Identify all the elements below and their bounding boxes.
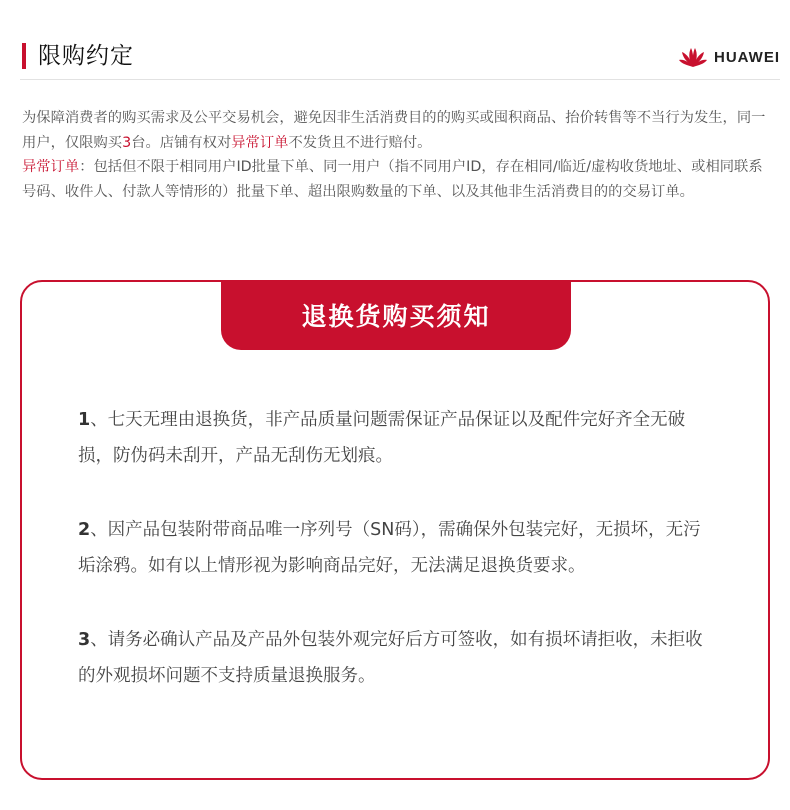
- policy-text: 为保障消费者的购买需求及公平交易机会，避免因非生活消费目的的购买或囤积商品、抬价转售等不当行为发生，同一用户，仅限购买: [22, 110, 766, 151]
- notice-item: [78, 402, 718, 474]
- policy-paragraph: [22, 106, 770, 155]
- brand-name: HUAWEI: [714, 48, 780, 66]
- item-number: 3: [78, 630, 91, 650]
- item-text: 、七天无理由退换货，非产品质量问题需保证产品保证以及配件完好齐全无破损，防伪码未刮开，产品无刮伤无划痕。: [78, 410, 686, 466]
- item-number: 2: [78, 520, 91, 540]
- notice-title: 退换货购买须知: [221, 280, 571, 350]
- item-text: 、请务必确认产品及产品外包装外观完好后方可签收，如有损坏请拒收，未拒收的外观损坏问题不支持质量退换服务。: [78, 630, 703, 686]
- policy-text: 不发货且不进行赔付。: [288, 134, 432, 151]
- definition-label: 异常订单: [22, 159, 80, 175]
- abnormal-order-definition: [22, 155, 770, 204]
- definition-text: ：包括但不限于相同用户ID批量下单、同一用户（指不同用户ID，存在相同/临近/虚构收货地址、或相同联系号码、收件人、付款人等情形的）批量下单、超出限购数量的下单、以及其他非生活消费目的的交易订单。: [22, 159, 763, 200]
- purchase-limit-policy: [22, 106, 770, 204]
- notice-list: [78, 402, 718, 732]
- header-divider: [20, 79, 780, 80]
- abnormal-order-highlight: 异常订单: [231, 134, 289, 151]
- title-accent-bar: [22, 43, 26, 69]
- notice-item: [78, 622, 718, 694]
- item-text: 、因产品包装附带商品唯一序列号（SN码），需确保外包装完好，无损坏，无污垢涂鸦。如有以上情形视为影响商品完好，无法满足退换货要求。: [78, 520, 701, 576]
- page-title: 限购约定: [38, 43, 134, 69]
- huawei-flower-icon: [678, 46, 708, 68]
- brand-logo: [678, 46, 780, 68]
- return-notice-card: [20, 280, 770, 780]
- limit-number: 3: [122, 134, 132, 151]
- notice-item: [78, 512, 718, 584]
- page-header: [0, 0, 790, 80]
- policy-text: 台。店铺有权对: [131, 134, 232, 151]
- item-number: 1: [78, 410, 91, 430]
